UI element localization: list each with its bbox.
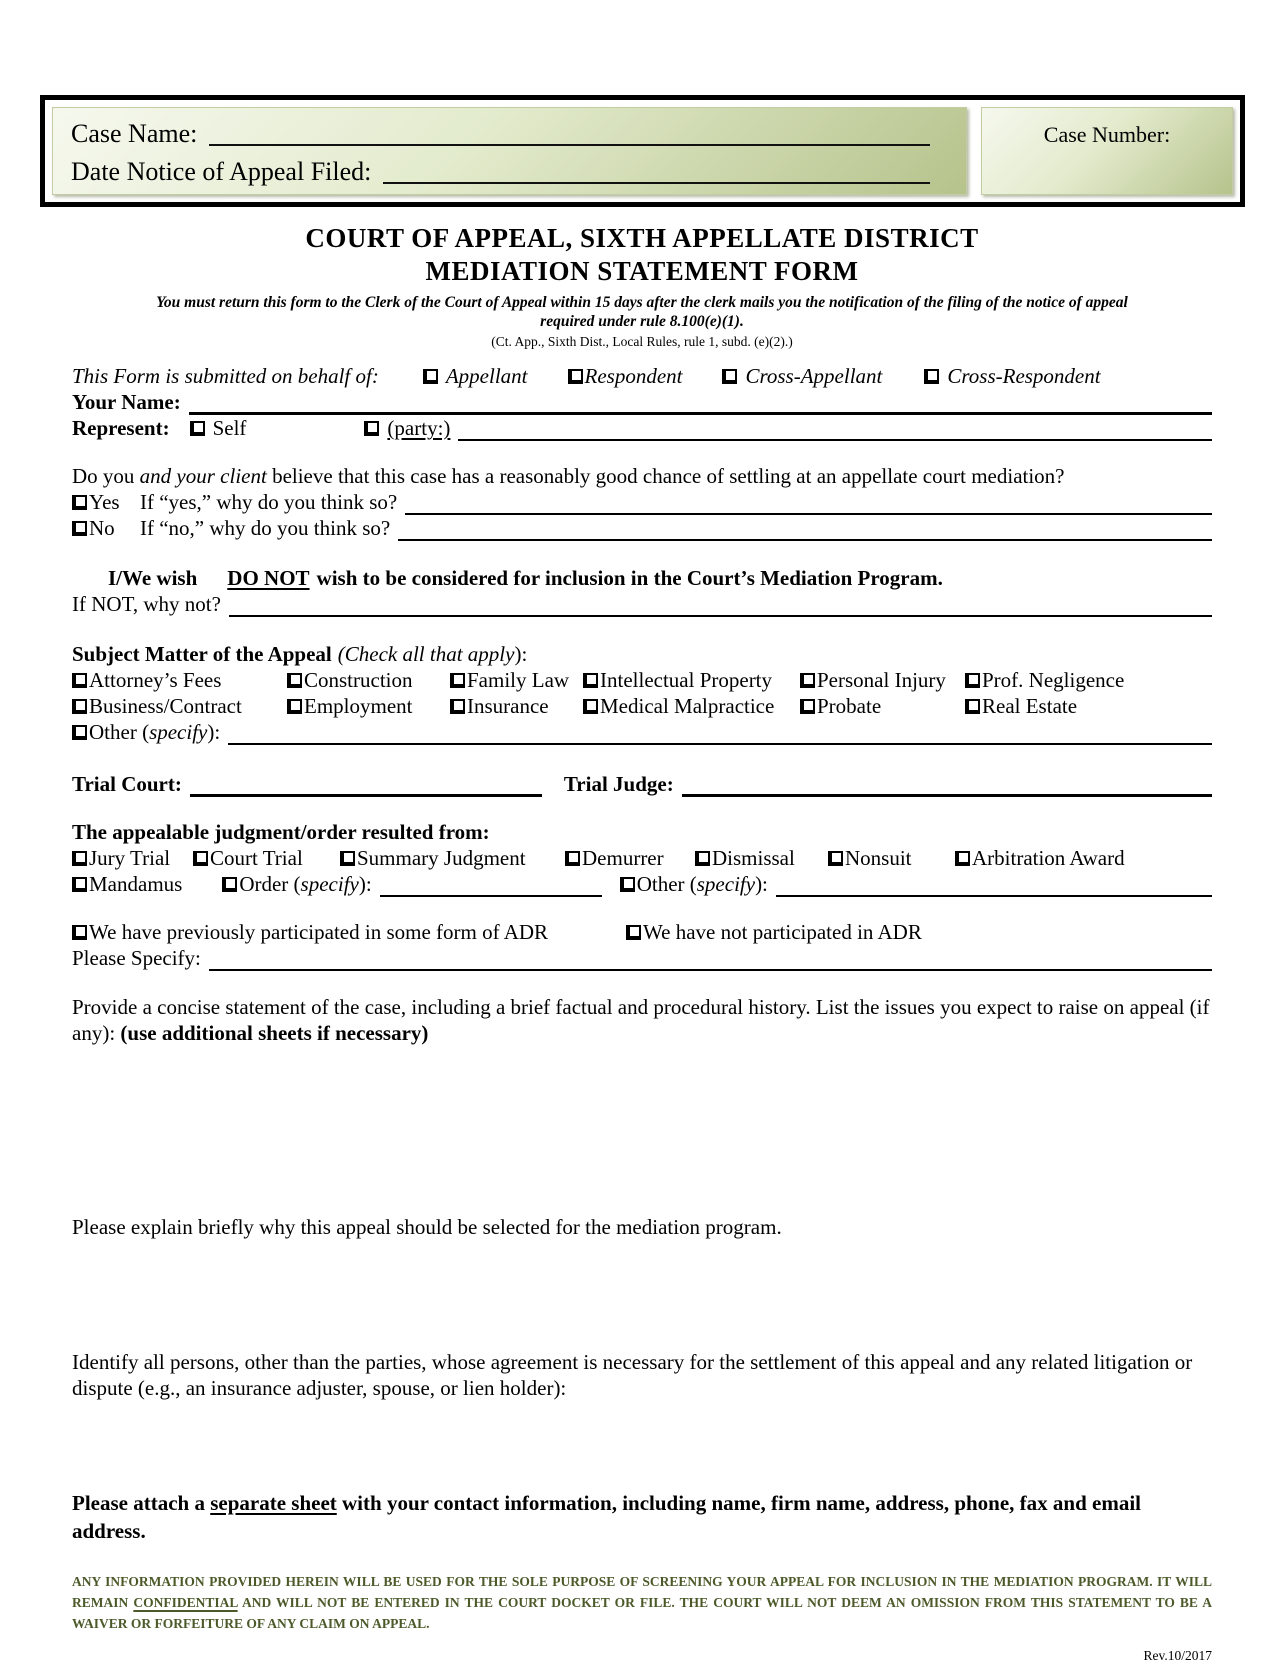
- behalf-respondent: [568, 363, 683, 389]
- checkbox-construction[interactable]: [287, 673, 302, 688]
- subject-heading-close: ):: [514, 642, 528, 666]
- label-self: Self: [212, 416, 247, 440]
- settle-no: [72, 515, 140, 541]
- checkbox-demurrer[interactable]: [565, 851, 580, 866]
- label-court-trial: Court Trial: [210, 846, 303, 870]
- confidentiality-notice: ANY INFORMATION PROVIDED HEREIN WILL BE USED FOR THE SOLE PURPOSE OF SCREENING YOUR APPEAL FOR INCLUSION IN THE MEDIATION PROGRAM. IT WILL REMAIN CONFIDENTIAL AND WILL NOT BE ENTERED IN THE COURT DOCKET OR FILE. THE COURT WILL NOT DEEM AN OMISSION FROM THIS STATEMENT TO BE A WAIVER OR FORFEITURE OF ANY CLAIM ON APPEAL.: [72, 1574, 1213, 1631]
- wish-row: [72, 565, 1212, 591]
- label-real-estate: Real Estate: [982, 694, 1078, 718]
- checkbox-family-law[interactable]: [450, 673, 465, 688]
- label-adr-participated: We have previously participated in some form of ADR: [89, 920, 549, 944]
- checkbox-nonsuit[interactable]: [828, 851, 843, 866]
- represent-self: [190, 415, 247, 441]
- ifnot-label: If NOT, why not?: [72, 592, 221, 616]
- rule-citation: (Ct. App., Sixth Dist., Local Rules, rule 1, subd. (e)(2).): [491, 334, 793, 349]
- subject-business-contract: [72, 693, 287, 719]
- party-input-line[interactable]: [458, 415, 1212, 441]
- judgment-mandamus: [72, 871, 182, 897]
- yes-reason-input-line[interactable]: [405, 489, 1212, 515]
- subject-attorneys-fees: [72, 667, 287, 693]
- label-other-close: ):: [207, 720, 221, 744]
- label-business-contract: Business/Contract: [89, 694, 242, 718]
- subject-other: [72, 719, 220, 745]
- header-box: [40, 95, 1245, 207]
- wish-pre: I/We wish: [108, 566, 198, 590]
- checkbox-arbitration-award[interactable]: [955, 851, 970, 866]
- label-no: No: [89, 516, 115, 540]
- label-medical-malpractice: Medical Malpractice: [600, 694, 775, 718]
- revision-date: Rev.10/2017: [1143, 1648, 1212, 1662]
- yes-prompt: If “yes,” why do you think so?: [140, 490, 398, 514]
- checkbox-respondent[interactable]: [568, 369, 583, 384]
- label-party: (party:): [387, 416, 451, 440]
- checkbox-order[interactable]: [222, 877, 237, 892]
- case-number-box[interactable]: [981, 107, 1233, 195]
- attach-instruction: Please attach a separate sheet with your contact information, including name, firm name, address, phone, fax and email address.: [72, 1491, 1142, 1543]
- checkbox-jury-trial[interactable]: [72, 851, 87, 866]
- checkbox-real-estate[interactable]: [965, 699, 980, 714]
- checkbox-adr-participated[interactable]: [72, 925, 87, 940]
- label-insurance: Insurance: [467, 694, 549, 718]
- subject-medical-malpractice: [583, 693, 800, 719]
- checkbox-attorneys-fees[interactable]: [72, 673, 87, 688]
- subject-probate: [800, 693, 965, 719]
- label-appellant: Appellant: [445, 364, 528, 388]
- judgment-order: [222, 871, 371, 897]
- represent-party: [364, 415, 450, 441]
- adr-participated: [72, 919, 548, 945]
- label-order-close: ):: [358, 872, 372, 896]
- judgment-demurrer: [565, 845, 695, 871]
- explain-instruction: Please explain briefly why this appeal should be selected for the mediation program.: [72, 1215, 782, 1239]
- order-input-line[interactable]: [380, 871, 602, 897]
- adr-not-participated: [626, 919, 922, 945]
- wish-post: wish to be considered for inclusion in the Court’s Mediation Program.: [316, 566, 943, 590]
- your-name-row: [72, 389, 1212, 415]
- judgment-row1: [72, 845, 1212, 871]
- label-other-subject: Other (: [89, 720, 150, 744]
- case-info-box: [52, 107, 967, 195]
- label-summary-judgment: Summary Judgment: [357, 846, 526, 870]
- subject-prof-negligence: [965, 667, 1212, 693]
- subject-personal-injury: [800, 667, 965, 693]
- checkbox-intellectual-property[interactable]: [583, 673, 598, 688]
- checkbox-other-subject[interactable]: [72, 725, 87, 740]
- judgment-nonsuit: [828, 845, 955, 871]
- subject-family-law: [450, 667, 583, 693]
- statement-instruction: Provide a concise statement of the case, including a brief factual and procedural history. List the issues you expect to raise on appeal (if any): (use additional sheets if necessary): [72, 995, 1210, 1045]
- checkbox-summary-judgment[interactable]: [340, 851, 355, 866]
- checkbox-personal-injury[interactable]: [800, 673, 815, 688]
- judgment-other: [620, 871, 768, 897]
- your-name-input-line[interactable]: [189, 389, 1212, 415]
- label-employment: Employment: [304, 694, 413, 718]
- return-notice: You must return this form to the Clerk of the Court of Appeal within 15 days after the clerk mails you the notification of the filing of the notice of appeal required under rule 8.100(e)(1).: [156, 294, 1128, 330]
- behalf-row: [72, 363, 1212, 389]
- label-intellectual-property: Intellectual Property: [600, 668, 773, 692]
- label-nonsuit: Nonsuit: [845, 846, 912, 870]
- checkbox-dismissal[interactable]: [695, 851, 710, 866]
- settle-yes-row: [72, 489, 1212, 515]
- your-name-label: Your Name:: [72, 390, 181, 414]
- label-other-judgment-specify: specify: [696, 872, 756, 896]
- label-construction: Construction: [304, 668, 413, 692]
- behalf-label: This Form is submitted on behalf of:: [72, 364, 379, 388]
- form-title-line1: COURT OF APPEAL, SIXTH APPELLATE DISTRICT: [305, 223, 979, 253]
- label-other-judgment-close: ):: [755, 872, 768, 896]
- label-probate: Probate: [817, 694, 882, 718]
- label-other-judgment: Other (: [636, 872, 697, 896]
- ifnot-input-line[interactable]: [229, 591, 1212, 617]
- subject-real-estate: [965, 693, 1212, 719]
- ifnot-row: [72, 591, 1212, 617]
- other-subject-input-line[interactable]: [228, 719, 1212, 745]
- label-arbitration-award: Arbitration Award: [972, 846, 1125, 870]
- subject-heading-italic: (Check all that apply: [337, 642, 515, 666]
- judgment-heading: The appealable judgment/order resulted from:: [72, 820, 490, 844]
- label-attorneys-fees: Attorney’s Fees: [89, 668, 222, 692]
- label-jury-trial: Jury Trial: [89, 846, 171, 870]
- wish-do-not: DO NOT: [227, 566, 310, 590]
- label-mandamus: Mandamus: [89, 872, 183, 896]
- checkbox-probate[interactable]: [800, 699, 815, 714]
- subject-heading: [72, 641, 1212, 667]
- checkbox-medical-malpractice[interactable]: [583, 699, 598, 714]
- behalf-cross-respondent: [924, 363, 1100, 389]
- checkbox-court-trial[interactable]: [193, 851, 208, 866]
- judgment-jury-trial: [72, 845, 193, 871]
- trial-judge-label: Trial Judge:: [563, 772, 674, 796]
- checkbox-business-contract[interactable]: [72, 699, 87, 714]
- case-name-row: [71, 115, 936, 153]
- judgment-court-trial: [193, 845, 340, 871]
- label-yes: Yes: [89, 490, 120, 514]
- date-filed-input-line[interactable]: [383, 182, 930, 184]
- checkbox-yes[interactable]: [72, 495, 87, 510]
- subject-other-row: [72, 719, 1212, 745]
- no-reason-input-line[interactable]: [398, 515, 1212, 541]
- trial-court-input-line[interactable]: [190, 771, 542, 797]
- behalf-appellant: [423, 363, 528, 389]
- label-family-law: Family Law: [467, 668, 570, 692]
- label-cross-respondent: Cross-Respondent: [947, 364, 1101, 388]
- label-demurrer: Demurrer: [582, 846, 664, 870]
- checkbox-no[interactable]: [72, 521, 87, 536]
- subject-heading-bold: Subject Matter of the Appeal: [72, 642, 332, 666]
- checkbox-employment[interactable]: [287, 699, 302, 714]
- trial-court-label: Trial Court:: [72, 772, 182, 796]
- case-name-input-line[interactable]: [209, 144, 930, 146]
- settle-question-text: Do you and your client believe that this case has a reasonably good chance of settling at an appellate court mediation?: [72, 464, 1065, 488]
- judgment-row2: [72, 871, 1212, 897]
- subject-intellectual-property: [583, 667, 800, 693]
- checkbox-prof-negligence[interactable]: [965, 673, 980, 688]
- case-number-label: Case Number:: [1043, 122, 1171, 147]
- date-filed-row: [71, 153, 936, 191]
- adr-specify-row: [72, 945, 1212, 971]
- case-name-label: Case Name:: [71, 119, 198, 148]
- judgment-dismissal: [695, 845, 828, 871]
- checkbox-self[interactable]: [190, 421, 205, 436]
- checkbox-mandamus[interactable]: [72, 877, 87, 892]
- label-order: Order (: [239, 872, 301, 896]
- represent-label: Represent:: [72, 416, 170, 440]
- separate-sheet-underline: separate sheet: [210, 1491, 337, 1515]
- identify-instruction: Identify all persons, other than the parties, whose agreement is necessary for the settlement of this appeal and any related litigation or dispute (e.g., an insurance adjuster, spouse, or lien holder):: [72, 1350, 1193, 1400]
- label-order-specify: specify: [300, 872, 359, 896]
- judgment-summary-judgment: [340, 845, 565, 871]
- form-title: [0, 222, 1284, 288]
- trial-judge-input-line[interactable]: [682, 771, 1212, 797]
- label-other-specify: specify: [149, 720, 208, 744]
- subject-construction: [287, 667, 450, 693]
- settle-no-row: [72, 515, 1212, 541]
- adr-specify-input-line[interactable]: [209, 945, 1212, 971]
- subject-row2: [72, 693, 1212, 719]
- checkbox-cross-respondent[interactable]: [924, 369, 939, 384]
- label-adr-not-participated: We have not participated in ADR: [643, 920, 922, 944]
- label-respondent: Respondent: [584, 364, 683, 388]
- adr-specify-label: Please Specify:: [72, 946, 201, 970]
- judgment-arbitration-award: [955, 845, 1212, 871]
- no-prompt: If “no,” why do you think so?: [140, 516, 391, 540]
- checkbox-party[interactable]: [364, 421, 379, 436]
- checkbox-other-judgment[interactable]: [620, 877, 635, 892]
- checkbox-adr-not-participated[interactable]: [626, 925, 641, 940]
- checkbox-insurance[interactable]: [450, 699, 465, 714]
- form-title-line2: MEDIATION STATEMENT FORM: [425, 256, 859, 286]
- label-prof-negligence: Prof. Negligence: [982, 668, 1125, 692]
- trial-row: [72, 771, 1212, 797]
- represent-row: [72, 415, 1212, 441]
- subject-row1: [72, 667, 1212, 693]
- subject-employment: [287, 693, 450, 719]
- adr-row: [72, 919, 1212, 945]
- checkbox-appellant[interactable]: [423, 369, 438, 384]
- date-filed-label: Date Notice of Appeal Filed:: [71, 157, 372, 186]
- settle-yes: [72, 489, 140, 515]
- settle-question: [72, 463, 1212, 489]
- behalf-cross-appellant: [722, 363, 882, 389]
- subject-insurance: [450, 693, 583, 719]
- confidential-underline: CONFIDENTIAL: [133, 1595, 238, 1610]
- other-judgment-input-line[interactable]: [776, 871, 1212, 897]
- label-personal-injury: Personal Injury: [817, 668, 946, 692]
- label-cross-appellant: Cross-Appellant: [745, 364, 883, 388]
- checkbox-cross-appellant[interactable]: [722, 369, 737, 384]
- label-dismissal: Dismissal: [712, 846, 795, 870]
